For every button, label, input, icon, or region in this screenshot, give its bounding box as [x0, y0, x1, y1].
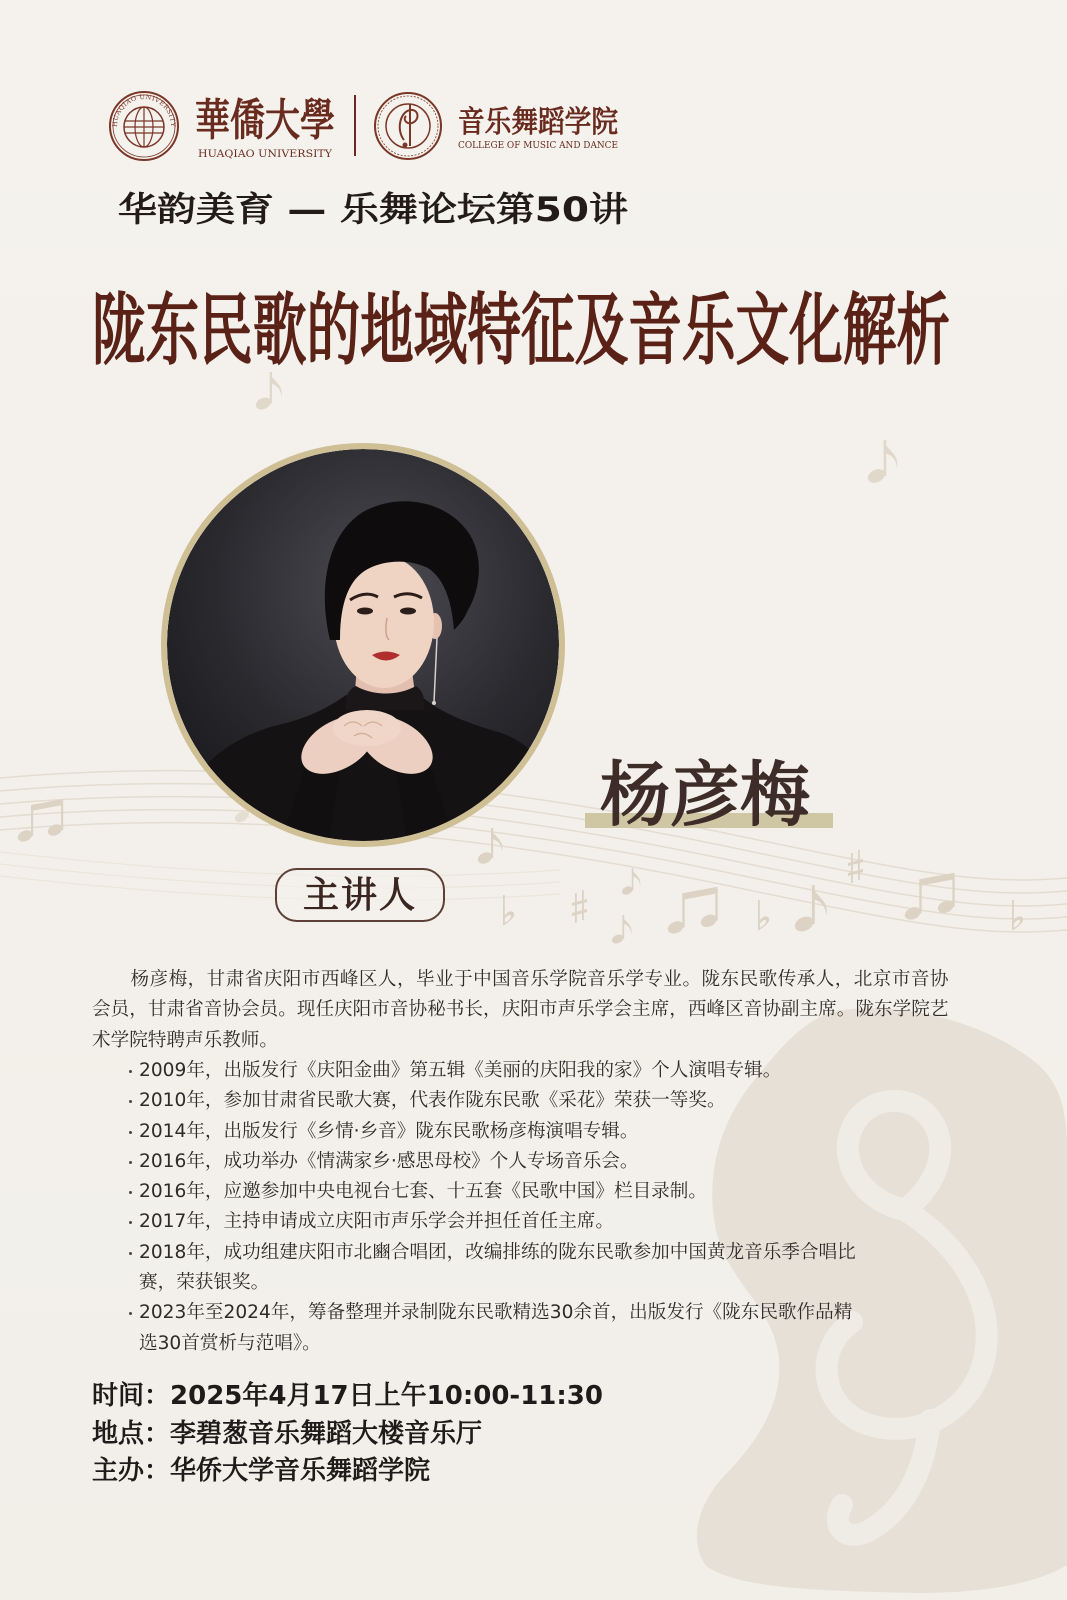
speaker-name: 杨彦梅: [600, 753, 810, 836]
speaker-portrait: [158, 440, 568, 850]
university-seal-text: HUAQIAO UNIVERSITY: [110, 92, 178, 128]
achievement-text: 2017年，主持申请成立庆阳市声乐学会并担任首任主席。: [139, 1211, 614, 1233]
speaker-role-label: 主讲人: [302, 874, 417, 916]
list-item: [128, 1207, 859, 1237]
event-venue-label: 地点：: [92, 1418, 171, 1449]
achievement-text: 2016年，成功举办《情满家乡·感思母校》个人专场音乐会。: [139, 1150, 639, 1172]
music-note-icon: [666, 887, 719, 936]
list-item: [128, 1086, 859, 1116]
university-name-cn: 華僑大學: [195, 95, 335, 146]
achievement-text: 2014年，出版发行《乡情·乡音》陇东民歌杨彦梅演唱专辑。: [139, 1120, 639, 1142]
speaker-bio: 杨彦梅，甘肃省庆阳市西峰区人，毕业于中国音乐学院音乐学专业。陇东民歌传承人，北京市音协会员，甘肃省音协会员。现任庆阳市音协秘书长，庆阳市声乐学会主席，西峰区音协副主席。陇东学院艺术学院特聘声乐教师。: [92, 969, 949, 1051]
list-item: [128, 1238, 859, 1299]
university-logo: [110, 92, 335, 160]
music-note-icon: [621, 868, 641, 896]
list-item: [128, 1056, 859, 1086]
list-item: [128, 1147, 859, 1177]
achievement-text: 2010年，参加甘肃省民歌大赛，代表作陇东民歌《采花》荣获一等奖。: [139, 1090, 726, 1112]
event-time-label: 时间：: [92, 1381, 171, 1411]
college-name-cn: 音乐舞蹈学院: [458, 105, 618, 140]
list-item: [128, 1298, 859, 1359]
college-name-en: COLLEGE OF MUSIC AND DANCE: [458, 141, 618, 151]
lecture-title: 陇东民歌的地域特征及音乐文化解析: [92, 285, 950, 376]
flat-icon: [758, 900, 769, 930]
event-time-value: 2025年4月17日上午10:00-11:30: [170, 1381, 603, 1411]
poster-header: [0, 0, 1067, 380]
bullet-dot: [129, 1252, 132, 1255]
university-name-en: HUAQIAO UNIVERSITY: [198, 148, 334, 160]
list-item: [128, 1177, 859, 1207]
bullet-dot: [129, 1312, 132, 1315]
achievement-text: 2018年，成功组建庆阳市北豳合唱团，改编排练的陇东民歌参加中国黄龙音乐季合唱比赛，荣获银奖。: [139, 1241, 856, 1294]
achievement-text: 2016年，应邀参加中央电视台七套、十五套《民歌中国》栏目录制。: [139, 1181, 707, 1203]
event-venue-value: 李碧葱音乐舞蹈大楼音乐厅: [170, 1418, 483, 1449]
university-seal-icon: [110, 92, 178, 160]
sharp-icon: [572, 890, 587, 923]
achievements-list: [128, 1056, 859, 1359]
bullet-dot: [129, 1100, 132, 1103]
event-time: [92, 1378, 792, 1416]
event-host-label: 主办：: [92, 1456, 171, 1486]
sharp-icon: [848, 850, 863, 883]
bullet-dot: [129, 1191, 132, 1194]
event-info: [92, 1378, 792, 1491]
forum-series-title: 华韵美育 — 乐舞论坛第50讲: [118, 190, 628, 230]
music-note-icon: [16, 799, 64, 844]
music-note-icon: [866, 440, 898, 485]
achievement-text: 2023年至2024年，筹备整理并录制陇东民歌精选30余首，出版发行《陇东民歌作品精选30首赏析与范唱》。: [139, 1302, 853, 1354]
achievement-text: 2009年，出版发行《庆阳金曲》第五辑《美丽的庆阳我的家》个人演唱专辑。: [139, 1060, 782, 1081]
bullet-dot: [129, 1161, 132, 1164]
bullet-dot: [129, 1221, 132, 1224]
music-note-icon: [610, 915, 631, 945]
event-venue: [92, 1416, 792, 1454]
college-logo: [375, 93, 618, 159]
bullet-dot: [129, 1131, 132, 1134]
list-item: [128, 1117, 859, 1147]
event-host-value: 华侨大学音乐舞蹈学院: [170, 1456, 431, 1486]
college-seal-icon: [375, 93, 441, 159]
flat-icon: [1012, 900, 1023, 930]
flat-icon: [503, 895, 514, 925]
speaker-role-badge: [275, 868, 445, 922]
bullet-dot: [129, 1070, 132, 1073]
event-host: [92, 1453, 792, 1491]
